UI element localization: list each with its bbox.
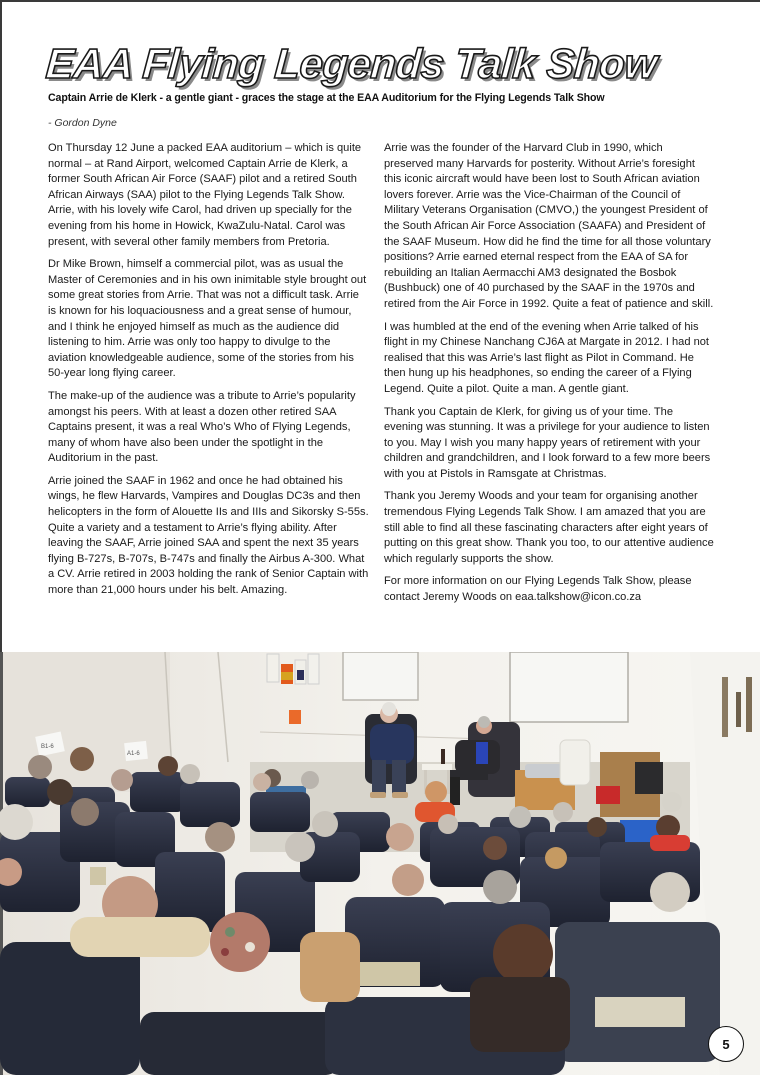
page-number: 5	[708, 1026, 744, 1062]
seat-sign-a	[124, 741, 148, 761]
paragraph: The make-up of the audience was a tribute to Arrie’s popularity amongst his peers. With at least a dozen other retired SAA Captains present, it was a real Who’s Who of Flying Legends, many of whom have also been under the spotlight in the Auditorium in the past.	[48, 389, 356, 465]
page-border-left	[0, 0, 2, 660]
front-seat-right	[555, 922, 720, 1062]
paragraph: Arrie joined the SAAF in 1962 and once he had obtained his wings, he flew Harvards, Vampires and Douglas DC3s and then helicopters in the form of Alouette IIs and IIIs and Sikorsky S-55s. Quite a variety and a testament to Arrie’s flying ability. After leaving the SAAF, Arrie joined SAA and spent the next 35 years flying B-727s, B-707s, B-747s and finally the Airbus A-300. What a CV. Arrie retired in 2003 holding the rank of Senior Captain with more than 21,000 hours under his belt. Amazing.	[48, 474, 369, 597]
article-column-left	[48, 141, 370, 606]
auditorium-photo	[0, 652, 760, 1075]
paragraph: On Thursday 12 June a packed EAA auditorium – which is quite normal – at Rand Airport, welcomed Captain Arrie de Klerk, a former South African Air Force (SAAF) pilot and a retired South African Airways (SAA) pilot to the Flying Legends Talk Show. Arrie, with his lovely wife Carol, had driven up specially for the evening from his home in Howick, KwaZulu-Natal. Carol was present, with several other family members from Pretoria.	[48, 142, 362, 248]
paragraph: Arrie was the founder of the Harvard Club in 1990, which preserved many Harvards for posterity. Without Arrie’s foresight this iconic aircraft would have been lost to South African aviation lovers forever. Arrie was the Vice-Chairman of the Council of Military Veterans Organisation (CMVO,) the youngest President of the South African Air Force Association (SAAFA) and President of the SAAF Museum. How did he find the time for all those voluntary positions? Arrie earned eternal respect from the EAA of SA for rebuilding an Italian Aermacchi AM3 designated the Bosbok (Bushbuck) one of 40 purchased by the SAAF in the 1970s and retired from the Air Force in 1992. Quite a feat of patience and skill.	[384, 142, 714, 310]
paragraph: For more information on our Flying Legends Talk Show, please contact Jeremy Woods on eaa.talkshow@icon.co.za	[384, 575, 692, 604]
article-byline: - Gordon Dyne	[48, 117, 117, 129]
article-subtitle: Captain Arrie de Klerk - a gentle giant - graces the stage at the EAA Auditorium for the Flying Legends Talk Show	[48, 92, 605, 104]
article-title: EAA Flying Legends Talk Show	[44, 40, 659, 87]
left-wall	[0, 652, 170, 792]
whiteboard-right	[510, 652, 628, 722]
auditorium-photo-illustration	[0, 652, 760, 1075]
whiteboard-left	[343, 652, 418, 700]
article-column-right	[384, 141, 714, 613]
paragraph: I was humbled at the end of the evening when Arrie talked of his flight in my Chinese Nanchang CJ6A at Margate in 2012. I had not realised that this was Arrie’s last flight as Pilot in Command. He then hung up his headphones, so ending the career of a Flying Legend. Quite a pilot. Quite a man. A gentle giant.	[384, 320, 709, 395]
knitted-beanie	[210, 912, 270, 972]
paragraph: Thank you Jeremy Woods and your team for organising another tremendous Flying Legends Talk Show. I am amazed that you are still able to find all these fascinating characters after eight years of putting on this great show. Thank you too, to our attentive audience which regularly supports the show.	[384, 490, 714, 565]
paragraph: Thank you Captain de Klerk, for giving us of your time. The evening was stunning. It was a privilege for your audience to listen to you. May I wish you many happy years of retirement with your children and grandchildren, and I look forward to a few more beers with you at Pistols in Ramsgate at Christmas.	[384, 405, 711, 480]
seat-sign-a-label: A1-6	[127, 751, 140, 757]
paragraph: Dr Mike Brown, himself a commercial pilot, was as usual the Master of Ceremonies and in his own inimitable style brought out some great stories from Arrie. That was not a difficult task. Arrie is known for his loquaciousness and a great sense of humour, and I think he enjoyed himself as much as the audience did listening to him. Arrie was only too happy to divulge to the aviation knowledgeable audience, some of the stories from his 50-year long flying career.	[48, 258, 367, 380]
seat-sign-b-label: B1-6	[41, 744, 54, 750]
orange-notice	[289, 710, 301, 724]
page-border-top	[0, 0, 760, 2]
